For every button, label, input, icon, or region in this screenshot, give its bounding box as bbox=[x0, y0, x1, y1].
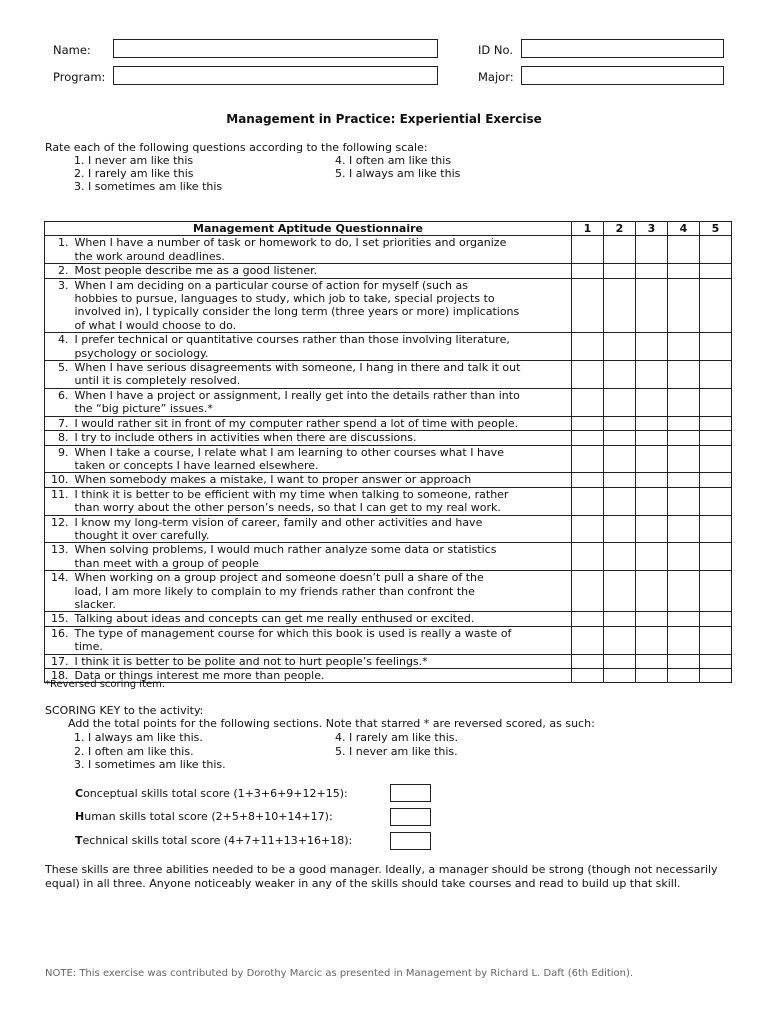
rating-cell[interactable] bbox=[668, 264, 700, 278]
table-row bbox=[45, 515, 732, 543]
scoring-scale-item: 2. I often am like this. bbox=[74, 745, 194, 758]
reversed-note: *Reversed scoring item. bbox=[45, 679, 166, 690]
question-number: 4. bbox=[45, 333, 72, 361]
rating-cell[interactable] bbox=[636, 431, 668, 445]
rating-cell[interactable] bbox=[700, 612, 732, 626]
scoring-scale-item: 5. I never am like this. bbox=[335, 745, 458, 758]
question-text bbox=[72, 473, 572, 487]
rating-cell[interactable] bbox=[700, 543, 732, 571]
rating-cell[interactable] bbox=[572, 416, 604, 430]
question-line: hobbies to pursue, languages to study, which job to take, special projects to bbox=[74, 292, 495, 306]
question-line: I know my long-term vision of career, family and other activities and have bbox=[74, 515, 483, 529]
rating-cell[interactable] bbox=[572, 654, 604, 668]
question-line: Data or things interest me more than people. bbox=[74, 669, 325, 682]
id-label: ID No. bbox=[478, 43, 513, 57]
question-line: I think it is better to be efficient with my time when talking to someone, rather bbox=[74, 487, 509, 501]
rating-cell[interactable] bbox=[572, 431, 604, 445]
rating-cell[interactable] bbox=[668, 445, 700, 473]
table-row bbox=[45, 571, 732, 612]
rating-cell[interactable] bbox=[604, 416, 636, 430]
rating-cell[interactable] bbox=[572, 236, 604, 264]
question-line: When I am deciding on a particular course of action for myself (such as bbox=[74, 278, 468, 292]
rating-cell[interactable] bbox=[636, 333, 668, 361]
rating-cell[interactable] bbox=[636, 612, 668, 626]
rating-cell[interactable] bbox=[604, 278, 636, 333]
scoring-scale-item: 3. I sometimes am like this. bbox=[74, 758, 226, 771]
major-label: Major: bbox=[478, 70, 514, 84]
question-text bbox=[72, 416, 572, 430]
table-header-row bbox=[45, 222, 732, 236]
rating-cell[interactable] bbox=[572, 487, 604, 515]
rating-cell[interactable] bbox=[572, 543, 604, 571]
rating-cell[interactable] bbox=[604, 445, 636, 473]
human-score-box[interactable] bbox=[390, 808, 431, 826]
rating-cell[interactable] bbox=[572, 612, 604, 626]
scale-item: 1. I never am like this bbox=[74, 154, 194, 167]
question-number: 2. bbox=[45, 264, 72, 278]
rating-cell[interactable] bbox=[572, 669, 604, 683]
rating-cell[interactable] bbox=[668, 515, 700, 543]
question-number: 5. bbox=[45, 361, 72, 389]
question-line: When solving problems, I would much rather analyze some data or statistics bbox=[74, 543, 497, 557]
program-label: Program: bbox=[53, 70, 106, 84]
column-header: 2 bbox=[604, 222, 636, 236]
question-text bbox=[72, 612, 572, 626]
question-number: 15. bbox=[45, 612, 72, 626]
rating-cell[interactable] bbox=[700, 445, 732, 473]
table-row bbox=[45, 278, 732, 333]
rating-cell[interactable] bbox=[572, 626, 604, 654]
rating-cell[interactable] bbox=[604, 571, 636, 612]
rating-cell[interactable] bbox=[636, 445, 668, 473]
column-header: 4 bbox=[668, 222, 700, 236]
scoring-scale-item: 4. I rarely am like this. bbox=[335, 731, 458, 744]
question-text bbox=[72, 487, 572, 515]
scoring-scale-item: 1. I always am like this. bbox=[74, 731, 203, 744]
rating-cell[interactable] bbox=[636, 626, 668, 654]
conceptual-score-label: Conceptual skills total score (1+3+6+9+12+15): bbox=[75, 787, 348, 800]
question-text bbox=[72, 543, 572, 571]
scale-item: 3. I sometimes am like this bbox=[74, 180, 223, 193]
rating-cell[interactable] bbox=[604, 487, 636, 515]
rating-cell[interactable] bbox=[668, 361, 700, 389]
question-text bbox=[72, 264, 572, 278]
table-row bbox=[45, 431, 732, 445]
question-line: When somebody makes a mistake, I want to proper answer or approach bbox=[74, 473, 472, 487]
question-text bbox=[72, 278, 572, 333]
rating-cell[interactable] bbox=[700, 416, 732, 430]
question-line: Most people describe me as a good listener. bbox=[74, 264, 318, 278]
rating-cell[interactable] bbox=[668, 571, 700, 612]
conceptual-score-box[interactable] bbox=[390, 784, 431, 802]
rating-cell[interactable] bbox=[604, 473, 636, 487]
rating-cell[interactable] bbox=[572, 473, 604, 487]
scoring-heading: SCORING KEY to the activity: bbox=[45, 704, 204, 717]
question-text bbox=[72, 361, 572, 389]
rating-cell[interactable] bbox=[668, 669, 700, 683]
rating-cell[interactable] bbox=[700, 388, 732, 416]
table-row bbox=[45, 264, 732, 278]
question-text bbox=[72, 445, 572, 473]
rating-cell[interactable] bbox=[700, 571, 732, 612]
rating-cell[interactable] bbox=[700, 487, 732, 515]
rating-cell[interactable] bbox=[572, 333, 604, 361]
rating-cell[interactable] bbox=[668, 487, 700, 515]
table-row bbox=[45, 473, 732, 487]
table-row bbox=[45, 236, 732, 264]
rating-cell[interactable] bbox=[700, 236, 732, 264]
question-line: When I take a course, I relate what I am learning to other courses what I have bbox=[74, 445, 504, 459]
rating-cell[interactable] bbox=[700, 264, 732, 278]
question-number: 6. bbox=[45, 388, 72, 416]
technical-score-box[interactable] bbox=[390, 832, 431, 850]
rating-cell[interactable] bbox=[700, 278, 732, 333]
question-number: 13. bbox=[45, 543, 72, 571]
rating-cell[interactable] bbox=[668, 431, 700, 445]
scale-item: 2. I rarely am like this bbox=[74, 167, 194, 180]
rating-cell[interactable] bbox=[572, 445, 604, 473]
rating-cell[interactable] bbox=[700, 473, 732, 487]
rating-cell[interactable] bbox=[700, 515, 732, 543]
rating-cell[interactable] bbox=[636, 669, 668, 683]
question-number: 9. bbox=[45, 445, 72, 473]
table-row bbox=[45, 654, 732, 668]
rating-cell[interactable] bbox=[636, 473, 668, 487]
question-number: 14. bbox=[45, 571, 72, 612]
rating-cell[interactable] bbox=[668, 388, 700, 416]
rating-cell[interactable] bbox=[604, 626, 636, 654]
column-header: 3 bbox=[636, 222, 668, 236]
question-text bbox=[72, 515, 572, 543]
question-line: the “big picture” issues.* bbox=[74, 402, 213, 416]
program-field[interactable] bbox=[113, 66, 438, 85]
rating-cell[interactable] bbox=[668, 612, 700, 626]
rating-cell[interactable] bbox=[636, 515, 668, 543]
rating-cell[interactable] bbox=[604, 515, 636, 543]
question-line: than worry about the other person’s needs, so that I can get to my real work. bbox=[74, 501, 501, 515]
questionnaire-body bbox=[45, 236, 732, 683]
rating-cell[interactable] bbox=[668, 236, 700, 264]
question-line: The type of management course for which this book is used is really a waste of bbox=[74, 626, 512, 640]
rating-cell[interactable] bbox=[636, 361, 668, 389]
rating-cell[interactable] bbox=[604, 543, 636, 571]
rating-cell[interactable] bbox=[604, 612, 636, 626]
question-number: 1. bbox=[45, 236, 72, 264]
table-row bbox=[45, 612, 732, 626]
rating-cell[interactable] bbox=[604, 654, 636, 668]
question-line: When I have a project or assignment, I really get into the details rather than into bbox=[74, 388, 520, 402]
question-text bbox=[72, 431, 572, 445]
table-row bbox=[45, 445, 732, 473]
rating-cell[interactable] bbox=[604, 388, 636, 416]
question-line: I think it is better to be polite and not to hurt people’s feelings.* bbox=[74, 654, 428, 668]
column-header: 1 bbox=[572, 222, 604, 236]
technical-score-label: Technical skills total score (4+7+11+13+16+18): bbox=[75, 834, 353, 847]
question-line: until it is completely resolved. bbox=[74, 374, 241, 388]
question-line: load, I am more likely to complain to my friends rather than confront the bbox=[74, 584, 475, 598]
table-row bbox=[45, 626, 732, 654]
question-number: 16. bbox=[45, 626, 72, 654]
rating-cell[interactable] bbox=[604, 431, 636, 445]
rating-cell[interactable] bbox=[636, 416, 668, 430]
rating-cell[interactable] bbox=[604, 236, 636, 264]
summary-paragraph: These skills are three abilities needed to be a good manager. Ideally, a manager should be strong (though not necessarily equal) in all three. Anyone noticeably weaker in any of the skills should take courses and read to build up that skill. bbox=[45, 863, 718, 890]
question-number: 17. bbox=[45, 654, 72, 668]
column-header: 5 bbox=[700, 222, 732, 236]
rating-cell[interactable] bbox=[604, 333, 636, 361]
rating-cell[interactable] bbox=[700, 333, 732, 361]
table-row bbox=[45, 388, 732, 416]
rating-cell[interactable] bbox=[572, 278, 604, 333]
id-field[interactable] bbox=[521, 39, 724, 58]
rating-cell[interactable] bbox=[572, 361, 604, 389]
question-number: 8. bbox=[45, 431, 72, 445]
question-text bbox=[72, 571, 572, 612]
question-line: of what I would choose to do. bbox=[74, 318, 237, 332]
rating-cell[interactable] bbox=[636, 388, 668, 416]
rating-cell[interactable] bbox=[636, 571, 668, 612]
question-line: When working on a group project and someone doesn’t pull a share of the bbox=[74, 571, 484, 585]
scale-item: 4. I often am like this bbox=[335, 154, 452, 167]
question-line: When I have a number of task or homework to do, I set priorities and organize bbox=[74, 236, 507, 250]
rating-cell[interactable] bbox=[700, 361, 732, 389]
rating-cell[interactable] bbox=[604, 264, 636, 278]
question-line: involved in), I typically consider the long term (three years or more) implications bbox=[74, 305, 520, 319]
rating-cell[interactable] bbox=[572, 515, 604, 543]
table-row bbox=[45, 543, 732, 571]
question-number: 10. bbox=[45, 473, 72, 487]
rating-cell[interactable] bbox=[636, 654, 668, 668]
rating-cell[interactable] bbox=[700, 669, 732, 683]
scoring-instruction: Add the total points for the following sections. Note that starred * are reversed scored, as such: bbox=[68, 717, 595, 730]
question-number: 12. bbox=[45, 515, 72, 543]
question-line: time. bbox=[74, 640, 103, 654]
name-label: Name: bbox=[53, 43, 91, 57]
question-number: 11. bbox=[45, 487, 72, 515]
question-line: I prefer technical or quantitative courses rather than those involving literature, bbox=[74, 333, 510, 347]
rating-cell[interactable] bbox=[604, 361, 636, 389]
question-line: thought it over carefully. bbox=[74, 528, 210, 542]
question-line: slacker. bbox=[74, 597, 116, 611]
rating-cell[interactable] bbox=[636, 264, 668, 278]
rating-cell[interactable] bbox=[668, 416, 700, 430]
rating-cell[interactable] bbox=[700, 626, 732, 654]
rating-cell[interactable] bbox=[572, 388, 604, 416]
question-text bbox=[72, 654, 572, 668]
question-line: I try to include others in activities when there are discussions. bbox=[74, 431, 417, 445]
question-line: psychology or sociology. bbox=[74, 346, 209, 360]
question-number: 18. bbox=[45, 669, 72, 683]
rating-cell[interactable] bbox=[572, 264, 604, 278]
scale-item: 5. I always am like this bbox=[335, 167, 461, 180]
rating-instruction: Rate each of the following questions according to the following scale: bbox=[45, 141, 428, 154]
question-line: When I have serious disagreements with someone, I hang in there and talk it out bbox=[74, 361, 521, 375]
rating-cell[interactable] bbox=[668, 333, 700, 361]
rating-cell[interactable] bbox=[700, 431, 732, 445]
rating-cell[interactable] bbox=[636, 236, 668, 264]
rating-cell[interactable] bbox=[668, 543, 700, 571]
rating-cell[interactable] bbox=[636, 487, 668, 515]
question-number: 7. bbox=[45, 416, 72, 430]
rating-cell[interactable] bbox=[700, 654, 732, 668]
question-text bbox=[72, 236, 572, 264]
rating-cell[interactable] bbox=[604, 669, 636, 683]
rating-cell[interactable] bbox=[636, 278, 668, 333]
question-text bbox=[72, 388, 572, 416]
page-title: Management in Practice: Experiential Exercise bbox=[226, 112, 542, 126]
table-title: Management Aptitude Questionnaire bbox=[45, 222, 572, 236]
rating-cell[interactable] bbox=[668, 278, 700, 333]
question-line: the work around deadlines. bbox=[74, 249, 225, 263]
question-line: than meet with a group of people bbox=[74, 556, 259, 570]
question-text bbox=[72, 333, 572, 361]
question-line: taken or concepts I have learned elsewhere. bbox=[74, 458, 319, 472]
rating-cell[interactable] bbox=[668, 654, 700, 668]
name-field[interactable] bbox=[113, 39, 438, 58]
rating-cell[interactable] bbox=[668, 626, 700, 654]
table-row bbox=[45, 487, 732, 515]
footer-note: NOTE: This exercise was contributed by Dorothy Marcic as presented in Management by Richard L. Daft (6th Edition). bbox=[45, 968, 634, 979]
question-text bbox=[72, 626, 572, 654]
major-field[interactable] bbox=[521, 66, 724, 85]
table-row bbox=[45, 416, 732, 430]
questionnaire-table bbox=[44, 221, 732, 683]
human-score-label: Human skills total score (2+5+8+10+14+17): bbox=[75, 810, 333, 823]
question-line: I would rather sit in front of my computer rather spend a lot of time with people. bbox=[74, 416, 519, 430]
rating-cell[interactable] bbox=[572, 571, 604, 612]
table-row bbox=[45, 361, 732, 389]
rating-cell[interactable] bbox=[668, 473, 700, 487]
rating-cell[interactable] bbox=[636, 543, 668, 571]
question-line: Talking about ideas and concepts can get me really enthused or excited. bbox=[74, 612, 475, 626]
question-number: 3. bbox=[45, 278, 72, 333]
table-row bbox=[45, 333, 732, 361]
